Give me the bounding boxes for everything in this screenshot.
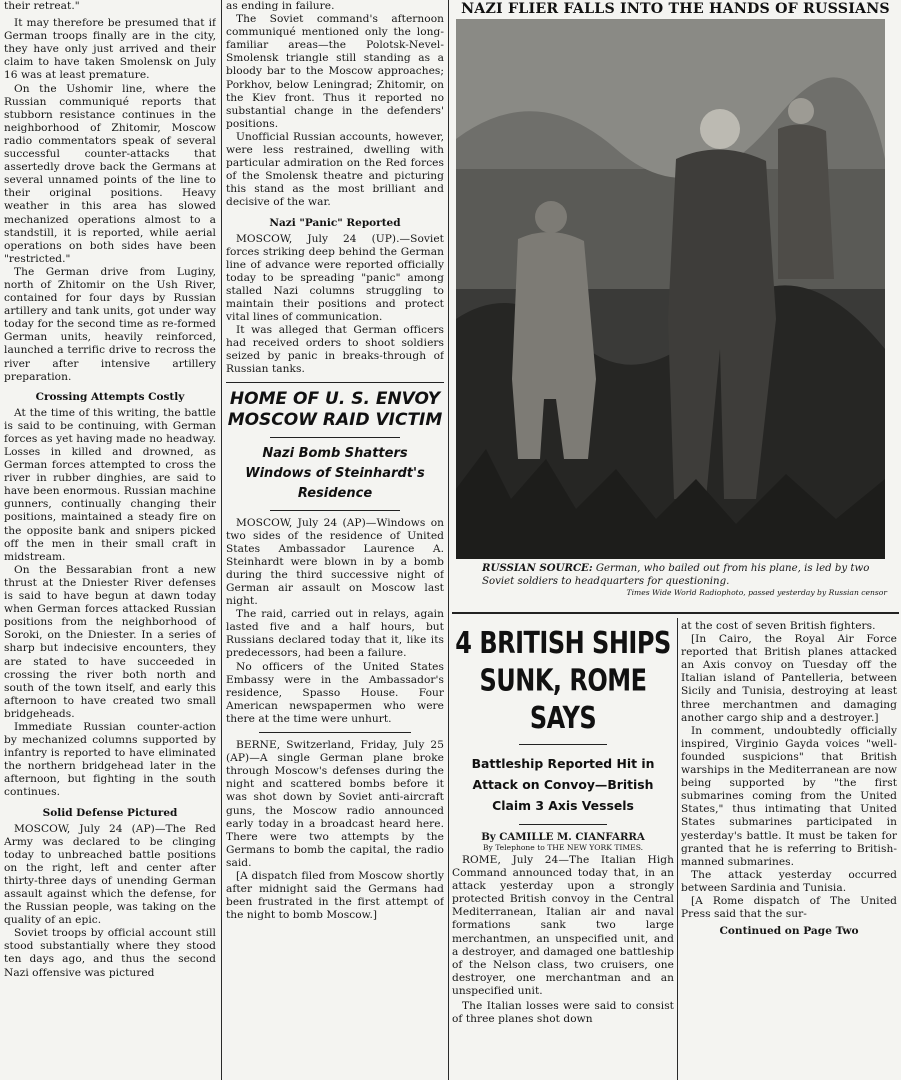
divider <box>226 382 444 383</box>
paragraph: Immediate Russian counter-action by mechanized columns supported by infantry is reported to have eliminated the northern bridgehead later in the afternoon, but fighting in the south continues. <box>4 720 216 799</box>
headline <box>226 389 444 431</box>
divider <box>270 510 401 511</box>
column-rule <box>677 618 678 1080</box>
paragraph: ROME, July 24—The Italian High Command announced today that, in an attack yesterday upon a strongly protected British convoy in the Central Mediterranean, Italian air and naval formations sank two large merchantmen, an unspecified unit, and a destroyer, and damaged one battleship of the Nelson class, two cruisers, one destroyer, one merchantman and an unspecified unit. <box>452 854 674 997</box>
paragraph: The Soviet command's afternoon communiqué mentioned only the long-familiar areas—the Polotsk-Nevel-Smolensk triangle still standing as a bloody bar to the Moscow approaches; Porkhov, below Leningrad; Zhitomir, on the Kiev front. Thus it reported no substantial change in the defenders' positions. <box>226 13 444 130</box>
photo-credit: Times Wide World Radiophoto, passed yesterday by Russian censor <box>626 588 887 597</box>
divider <box>519 744 608 745</box>
deck-headline: Battleship Reported Hit in Attack on Convoy—British Claim 3 Axis Vessels <box>471 756 655 813</box>
divider <box>519 824 608 825</box>
photograph <box>456 19 885 559</box>
byline-credit: By Telephone to THE NEW YORK TIMES. <box>482 843 644 852</box>
subhead: Nazi "Panic" Reported <box>269 216 401 229</box>
paragraph: The Italian losses were said to consist of three planes shot down <box>452 1000 674 1026</box>
article-column-3 <box>452 618 674 1080</box>
photo-caption <box>482 562 887 588</box>
paragraph: At the time of this writing, the battle is said to be continuing, with German forces as yet having made no headway. Losses in killed and drowned, as German forces attempted to cross the river in rubber dinghies, are said to have been enormous. Russian machine gunners, continually changing their positions, maintained a steady fire on the opposite bank and snipers picked off the men in their small craft in midstream. <box>4 406 216 563</box>
headline-line-1: 4 BRITISH SHIPS <box>455 625 671 661</box>
paragraph: In comment, undoubtedly officially inspired, Virginio Gayda voices "well-founded suspicions" that British warships in the Mediterranean are now being supported by "the first submarines coming from the United States," thus intimating that United States submarines participated in yesterday's battle. It must be taken for granted that he is referring to British-manned submarines. <box>681 724 897 868</box>
photo-block <box>452 0 899 616</box>
paragraph: The attack yesterday occurred between Sardinia and Tunisia. <box>681 868 897 894</box>
headline-line-2: SUNK, ROME SAYS <box>479 662 647 736</box>
paragraph: as ending in failure. <box>226 0 335 12</box>
headline-line-1: HOME OF U. S. ENVOY <box>229 388 441 409</box>
divider <box>270 437 401 438</box>
paragraph: [In Cairo, the Royal Air Force reported that British planes attacked an Axis convoy on Tuesday off the Italian island of Pantelleria, between Sicily and Tunisia, destroying at least three merchantmen and damaging another cargo ship and a destroyer.] <box>681 633 897 724</box>
paragraph: No officers of the United States Embassy were in the Ambassador's residence, Spasso House. Four American newspapermen who were there at the time were unhurt. <box>226 660 444 725</box>
paragraph: BERNE, Switzerland, Friday, July 25 (AP)—A single German plane broke through Moscow's defenses during the night and scattered bombs before it was shot down by Soviet anti-aircraft guns, the Moscow radio announced early today in a broadcast heard here. There were two attempts by the Germans to bomb the capital, the radio said. <box>226 739 444 869</box>
paragraph: Soviet troops by official account still stood substantially where they stood ten days ago, and thus the second Nazi offensive was pictured <box>4 927 216 979</box>
continued-line: Continued on Page Two <box>719 925 859 938</box>
subhead: Solid Defense Pictured <box>42 806 178 819</box>
paragraph: MOSCOW, July 24 (UP).—Soviet forces striking deep behind the German line of advance were reported officially today to be spreading "panic" among stalled Nazi columns struggling to maintain their positions and protect vital lines of communication. <box>226 232 444 324</box>
caption-text: German, who bailed out from his plane, is led by two Soviet soldiers to headquarters for questioning. <box>482 563 870 587</box>
paragraph: The German drive from Luginy, north of Zhitomir on the Ush River, contained for four days by Russian artillery and tank units, got under way today for the second time as re-formed German units, heavily reinforced, launched a terrific drive to recross the river after intensive artillery preparation. <box>4 265 216 383</box>
paragraph: at the cost of seven British fighters. <box>681 620 876 632</box>
headline-line-2: MOSCOW RAID VICTIM <box>227 409 443 430</box>
paragraph: MOSCOW, July 24 (AP)—Windows on two sides of the residence of United States Ambassador Laurence A. Steinhardt were blown in by a bomb during the third successive night of German air assault on Moscow last night. <box>226 516 444 608</box>
section-rule <box>452 612 899 614</box>
paragraph: Unofficial Russian accounts, however, were less restrained, dwelling with particular admiration on the Red forces of the Smolensk theatre and picturing this stand as the most brilliant and decisive of the war. <box>226 130 444 209</box>
paragraph: [A dispatch filed from Moscow shortly after midnight said the Germans had been frustrated in the first attempt of the night to bomb Moscow.] <box>226 869 444 922</box>
paragraph: [A Rome dispatch of The United Press said that the sur- <box>681 894 897 921</box>
byline: By CAMILLE M. CIANFARRA <box>481 831 645 843</box>
column-rule <box>221 0 222 1080</box>
article-column-4 <box>681 620 897 1080</box>
paragraph: The raid, carried out in relays, again lasted five and a half hours, but Russians declared today that it, like its predecessors, had been a failure. <box>226 608 444 660</box>
article-column-1 <box>4 0 216 1080</box>
column-rule <box>448 0 449 1080</box>
paragraph: On the Bessarabian front a new thrust at the Dniester River defenses is said to have begun at dawn today when German forces attacked Russian positions from the neighborhood of Soroki, on the Dniester. In a series of sharp but indecisive encounters, they are stated to have succeeded in crossing the river both north and south of the town itself, and early this afternoon to have created two small bridgeheads. <box>4 563 216 720</box>
caption-lead: RUSSIAN SOURCE: <box>482 562 593 574</box>
deck-headline: Nazi Bomb Shatters Windows of Steinhardt's Residence <box>245 445 425 501</box>
subhead: Crossing Attempts Costly <box>35 390 185 403</box>
photo-headline: NAZI FLIER FALLS INTO THE HANDS OF RUSSIANS <box>461 1 890 17</box>
paragraph: their retreat." <box>4 0 80 12</box>
divider <box>259 732 412 733</box>
paragraph: It was alleged that German officers had received orders to shoot soldiers seized by panic in breaks-through of Russian tanks. <box>226 324 444 376</box>
article-column-2 <box>226 0 444 1080</box>
paragraph: MOSCOW, July 24 (AP)—The Red Army was declared to be clinging today to unbreached battle positions on the right, left and center after thirty-three days of unending German assault against which the defense, for the Russian people, was taking on the quality of an epic. <box>4 822 216 927</box>
paragraph: On the Ushomir line, where the Russian communiqué reports that stubborn resistance continues in the neighborhood of Zhitomir, Moscow radio commentators speak of several successful counter-attacks that assertedly drove back the Germans at several unnamed points of the line to their original positions. Heavy weather in this area has slowed mechanized operations almost to a standstill, it is reported, while aerial operations on both sides have been "restricted." <box>4 82 216 265</box>
paragraph: It may therefore be presumed that if German troops finally are in the city, they have only just arrived and their claim to have taken Smolensk on July 16 was at least premature. <box>4 17 216 82</box>
headline <box>452 624 674 737</box>
